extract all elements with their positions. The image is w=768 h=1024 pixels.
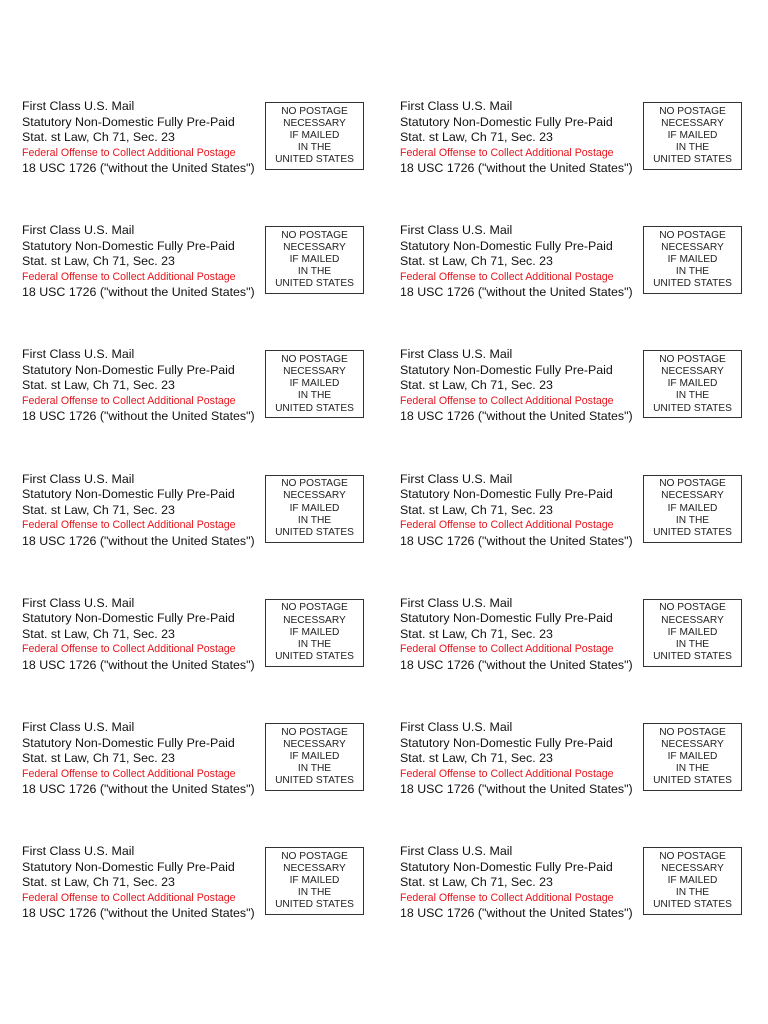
mail-class-line: First Class U.S. Mail xyxy=(400,720,513,734)
postage-box-line: IF MAILED xyxy=(289,129,340,141)
postage-box-line: NECESSARY xyxy=(661,490,724,502)
statute-line: Stat. st Law, Ch 71, Sec. 23 xyxy=(400,751,553,765)
statute-line: Stat. st Law, Ch 71, Sec. 23 xyxy=(400,626,553,641)
usc-citation-line: 18 USC 1726 ("without the United States") xyxy=(22,533,255,548)
mail-class-line: First Class U.S. Mail xyxy=(400,223,513,238)
postage-box-line: NECESSARY xyxy=(283,241,346,253)
mailing-label xyxy=(22,596,382,676)
mailing-label xyxy=(22,720,382,800)
label-text-block xyxy=(22,472,267,550)
no-postage-box xyxy=(265,847,364,915)
statute-line: Stat. st Law, Ch 71, Sec. 23 xyxy=(22,254,175,269)
postage-box-line: IF MAILED xyxy=(289,502,340,514)
postage-box-line: NECESSARY xyxy=(283,614,346,626)
prepaid-status-line: Statutory Non-Domestic Fully Pre-Paid xyxy=(22,114,235,129)
no-postage-box xyxy=(643,723,742,791)
label-text-block xyxy=(400,99,645,177)
postage-box-line: NO POSTAGE xyxy=(281,602,348,614)
postage-box-line: NECESSARY xyxy=(661,738,724,750)
no-postage-box xyxy=(643,599,742,667)
postage-box-line: NO POSTAGE xyxy=(281,478,348,490)
postage-box-line: IF MAILED xyxy=(667,626,718,638)
no-postage-box xyxy=(643,350,742,418)
postage-box-line: NO POSTAGE xyxy=(281,105,348,117)
postage-box-line: IN THE xyxy=(297,390,332,402)
postage-box-line: IN THE xyxy=(297,887,332,899)
mailing-label xyxy=(400,223,760,303)
no-postage-box xyxy=(265,102,364,170)
postage-box-line: IF MAILED xyxy=(667,502,718,514)
label-text-block xyxy=(400,347,645,425)
usc-citation-line: 18 USC 1726 ("without the United States") xyxy=(22,906,255,921)
postage-box-line: IN THE xyxy=(675,887,710,899)
postage-box-line: UNITED STATES xyxy=(275,402,354,414)
offense-warning-line: Federal Offense to Collect Additional Postage xyxy=(400,891,614,904)
postage-box-line: IN THE xyxy=(675,514,710,526)
postage-box-line: NO POSTAGE xyxy=(281,353,348,365)
postage-box-line: IF MAILED xyxy=(289,750,340,762)
prepaid-status-line: Statutory Non-Domestic Fully Pre-Paid xyxy=(400,487,613,502)
postage-box-line: IF MAILED xyxy=(667,750,718,762)
postage-box-line: NO POSTAGE xyxy=(659,726,726,738)
postage-box-line: NECESSARY xyxy=(283,862,346,874)
mail-class-line: First Class U.S. Mail xyxy=(22,844,135,859)
label-text-block xyxy=(22,596,267,674)
mailing-label xyxy=(22,223,382,303)
postage-box-line: IN THE xyxy=(675,638,710,650)
mailing-label xyxy=(22,472,382,552)
mailing-label xyxy=(22,99,382,179)
usc-citation-line: 18 USC 1726 ("without the United States") xyxy=(22,161,255,175)
offense-warning-line: Federal Offense to Collect Additional Postage xyxy=(400,394,614,407)
mailing-label xyxy=(400,596,760,676)
postage-box-line: NECESSARY xyxy=(661,241,724,253)
usc-citation-line: 18 USC 1726 ("without the United States") xyxy=(400,409,633,424)
postage-box-line: IN THE xyxy=(675,142,710,154)
prepaid-status-line: Statutory Non-Domestic Fully Pre-Paid xyxy=(22,362,235,377)
label-text-block xyxy=(400,596,645,674)
postage-box-line: NO POSTAGE xyxy=(281,726,348,738)
label-text-block xyxy=(400,223,645,301)
prepaid-status-line: Statutory Non-Domestic Fully Pre-Paid xyxy=(22,238,235,253)
no-postage-box xyxy=(265,599,364,667)
postage-box-line: NECESSARY xyxy=(283,490,346,502)
usc-citation-line: 18 USC 1726 ("without the United States") xyxy=(400,782,633,796)
postage-box-line: UNITED STATES xyxy=(653,278,732,290)
mail-class-line: First Class U.S. Mail xyxy=(22,347,135,362)
statute-line: Stat. st Law, Ch 71, Sec. 23 xyxy=(22,130,175,144)
postage-box-line: IN THE xyxy=(297,763,332,775)
label-text-block xyxy=(22,347,267,425)
mail-class-line: First Class U.S. Mail xyxy=(400,471,513,486)
usc-citation-line: 18 USC 1726 ("without the United States") xyxy=(22,285,255,300)
no-postage-box xyxy=(643,226,742,294)
statute-line: Stat. st Law, Ch 71, Sec. 23 xyxy=(22,378,175,393)
postage-box-line: IF MAILED xyxy=(667,378,718,390)
offense-warning-line: Federal Offense to Collect Additional Postage xyxy=(22,643,236,656)
postage-box-line: NO POSTAGE xyxy=(659,478,726,490)
prepaid-status-line: Statutory Non-Domestic Fully Pre-Paid xyxy=(22,611,235,626)
mailing-label xyxy=(400,472,760,552)
postage-box-line: NO POSTAGE xyxy=(281,850,348,862)
postage-box-line: UNITED STATES xyxy=(275,526,354,538)
prepaid-status-line: Statutory Non-Domestic Fully Pre-Paid xyxy=(400,735,613,750)
postage-box-line: UNITED STATES xyxy=(275,651,354,663)
no-postage-box xyxy=(265,475,364,543)
prepaid-status-line: Statutory Non-Domestic Fully Pre-Paid xyxy=(22,859,235,874)
offense-warning-line: Federal Offense to Collect Additional Postage xyxy=(22,394,236,407)
postage-box-line: UNITED STATES xyxy=(275,278,354,290)
usc-citation-line: 18 USC 1726 ("without the United States") xyxy=(22,782,255,796)
statute-line: Stat. st Law, Ch 71, Sec. 23 xyxy=(400,254,553,269)
mail-class-line: First Class U.S. Mail xyxy=(22,471,135,486)
no-postage-box xyxy=(643,847,742,915)
mailing-label xyxy=(400,347,760,427)
usc-citation-line: 18 USC 1726 ("without the United States") xyxy=(22,657,255,672)
offense-warning-line: Federal Offense to Collect Additional Postage xyxy=(400,270,614,283)
statute-line: Stat. st Law, Ch 71, Sec. 23 xyxy=(400,130,553,144)
postage-box-line: IF MAILED xyxy=(289,875,340,887)
postage-box-line: IN THE xyxy=(297,266,332,278)
postage-box-line: UNITED STATES xyxy=(275,154,354,166)
mail-class-line: First Class U.S. Mail xyxy=(400,347,513,362)
postage-box-line: NECESSARY xyxy=(283,117,346,129)
no-postage-box xyxy=(265,723,364,791)
postage-box-line: UNITED STATES xyxy=(275,775,354,787)
mail-class-line: First Class U.S. Mail xyxy=(22,720,135,734)
postage-box-line: NO POSTAGE xyxy=(659,353,726,365)
postage-box-line: UNITED STATES xyxy=(653,899,732,911)
usc-citation-line: 18 USC 1726 ("without the United States") xyxy=(400,533,633,548)
no-postage-box xyxy=(265,350,364,418)
prepaid-status-line: Statutory Non-Domestic Fully Pre-Paid xyxy=(400,859,613,874)
postage-box-line: NO POSTAGE xyxy=(659,602,726,614)
postage-box-line: IN THE xyxy=(297,514,332,526)
statute-line: Stat. st Law, Ch 71, Sec. 23 xyxy=(22,626,175,641)
label-text-block xyxy=(22,223,267,301)
label-text-block xyxy=(400,720,645,798)
offense-warning-line: Federal Offense to Collect Additional Postage xyxy=(400,767,614,780)
no-postage-box xyxy=(265,226,364,294)
prepaid-status-line: Statutory Non-Domestic Fully Pre-Paid xyxy=(400,238,613,253)
usc-citation-line: 18 USC 1726 ("without the United States") xyxy=(400,906,633,921)
postage-box-line: IF MAILED xyxy=(667,875,718,887)
mailing-label xyxy=(22,347,382,427)
no-postage-box xyxy=(643,475,742,543)
postage-box-line: IF MAILED xyxy=(289,378,340,390)
prepaid-status-line: Statutory Non-Domestic Fully Pre-Paid xyxy=(22,487,235,502)
offense-warning-line: Federal Offense to Collect Additional Postage xyxy=(22,767,236,780)
postage-box-line: NO POSTAGE xyxy=(659,850,726,862)
postage-box-line: IF MAILED xyxy=(289,626,340,638)
mailing-label xyxy=(22,844,382,924)
statute-line: Stat. st Law, Ch 71, Sec. 23 xyxy=(400,378,553,393)
postage-box-line: UNITED STATES xyxy=(653,402,732,414)
postage-box-line: NECESSARY xyxy=(283,738,346,750)
prepaid-status-line: Statutory Non-Domestic Fully Pre-Paid xyxy=(400,611,613,626)
postage-box-line: UNITED STATES xyxy=(653,154,732,166)
statute-line: Stat. st Law, Ch 71, Sec. 23 xyxy=(22,875,175,890)
statute-line: Stat. st Law, Ch 71, Sec. 23 xyxy=(400,502,553,517)
label-text-block xyxy=(400,472,645,550)
mail-class-line: First Class U.S. Mail xyxy=(22,595,135,610)
postage-box-line: NECESSARY xyxy=(661,117,724,129)
usc-citation-line: 18 USC 1726 ("without the United States") xyxy=(400,657,633,672)
offense-warning-line: Federal Offense to Collect Additional Postage xyxy=(400,146,614,159)
offense-warning-line: Federal Offense to Collect Additional Postage xyxy=(400,519,614,532)
prepaid-status-line: Statutory Non-Domestic Fully Pre-Paid xyxy=(400,114,613,129)
postage-box-line: IF MAILED xyxy=(667,129,718,141)
postage-box-line: NECESSARY xyxy=(661,366,724,378)
mail-class-line: First Class U.S. Mail xyxy=(400,844,513,859)
postage-box-line: IN THE xyxy=(675,390,710,402)
offense-warning-line: Federal Offense to Collect Additional Postage xyxy=(22,146,236,159)
mail-class-line: First Class U.S. Mail xyxy=(400,595,513,610)
no-postage-box xyxy=(643,102,742,170)
label-text-block xyxy=(22,720,267,798)
postage-box-line: UNITED STATES xyxy=(653,775,732,787)
prepaid-status-line: Statutory Non-Domestic Fully Pre-Paid xyxy=(400,362,613,377)
postage-box-line: IF MAILED xyxy=(667,254,718,266)
mail-class-line: First Class U.S. Mail xyxy=(400,99,513,113)
label-text-block xyxy=(22,99,267,177)
postage-box-line: NECESSARY xyxy=(283,366,346,378)
mailing-label xyxy=(400,99,760,179)
postage-box-line: IN THE xyxy=(675,763,710,775)
statute-line: Stat. st Law, Ch 71, Sec. 23 xyxy=(22,751,175,765)
label-text-block xyxy=(22,844,267,922)
offense-warning-line: Federal Offense to Collect Additional Postage xyxy=(22,519,236,532)
postage-box-line: UNITED STATES xyxy=(653,651,732,663)
label-text-block xyxy=(400,844,645,922)
postage-box-line: NO POSTAGE xyxy=(659,229,726,241)
mailing-label xyxy=(400,844,760,924)
offense-warning-line: Federal Offense to Collect Additional Postage xyxy=(400,643,614,656)
postage-box-line: UNITED STATES xyxy=(275,899,354,911)
statute-line: Stat. st Law, Ch 71, Sec. 23 xyxy=(400,875,553,890)
postage-box-line: NECESSARY xyxy=(661,614,724,626)
postage-box-line: NO POSTAGE xyxy=(281,229,348,241)
postage-box-line: IN THE xyxy=(297,638,332,650)
usc-citation-line: 18 USC 1726 ("without the United States") xyxy=(22,409,255,424)
mail-class-line: First Class U.S. Mail xyxy=(22,223,135,238)
statute-line: Stat. st Law, Ch 71, Sec. 23 xyxy=(22,502,175,517)
prepaid-status-line: Statutory Non-Domestic Fully Pre-Paid xyxy=(22,735,235,750)
usc-citation-line: 18 USC 1726 ("without the United States") xyxy=(400,285,633,300)
postage-box-line: IN THE xyxy=(675,266,710,278)
postage-box-line: NO POSTAGE xyxy=(659,105,726,117)
offense-warning-line: Federal Offense to Collect Additional Postage xyxy=(22,270,236,283)
mail-class-line: First Class U.S. Mail xyxy=(22,99,135,113)
mailing-label xyxy=(400,720,760,800)
postage-box-line: UNITED STATES xyxy=(653,526,732,538)
offense-warning-line: Federal Offense to Collect Additional Postage xyxy=(22,891,236,904)
postage-box-line: IN THE xyxy=(297,142,332,154)
usc-citation-line: 18 USC 1726 ("without the United States") xyxy=(400,161,633,175)
postage-box-line: IF MAILED xyxy=(289,254,340,266)
postage-box-line: NECESSARY xyxy=(661,862,724,874)
